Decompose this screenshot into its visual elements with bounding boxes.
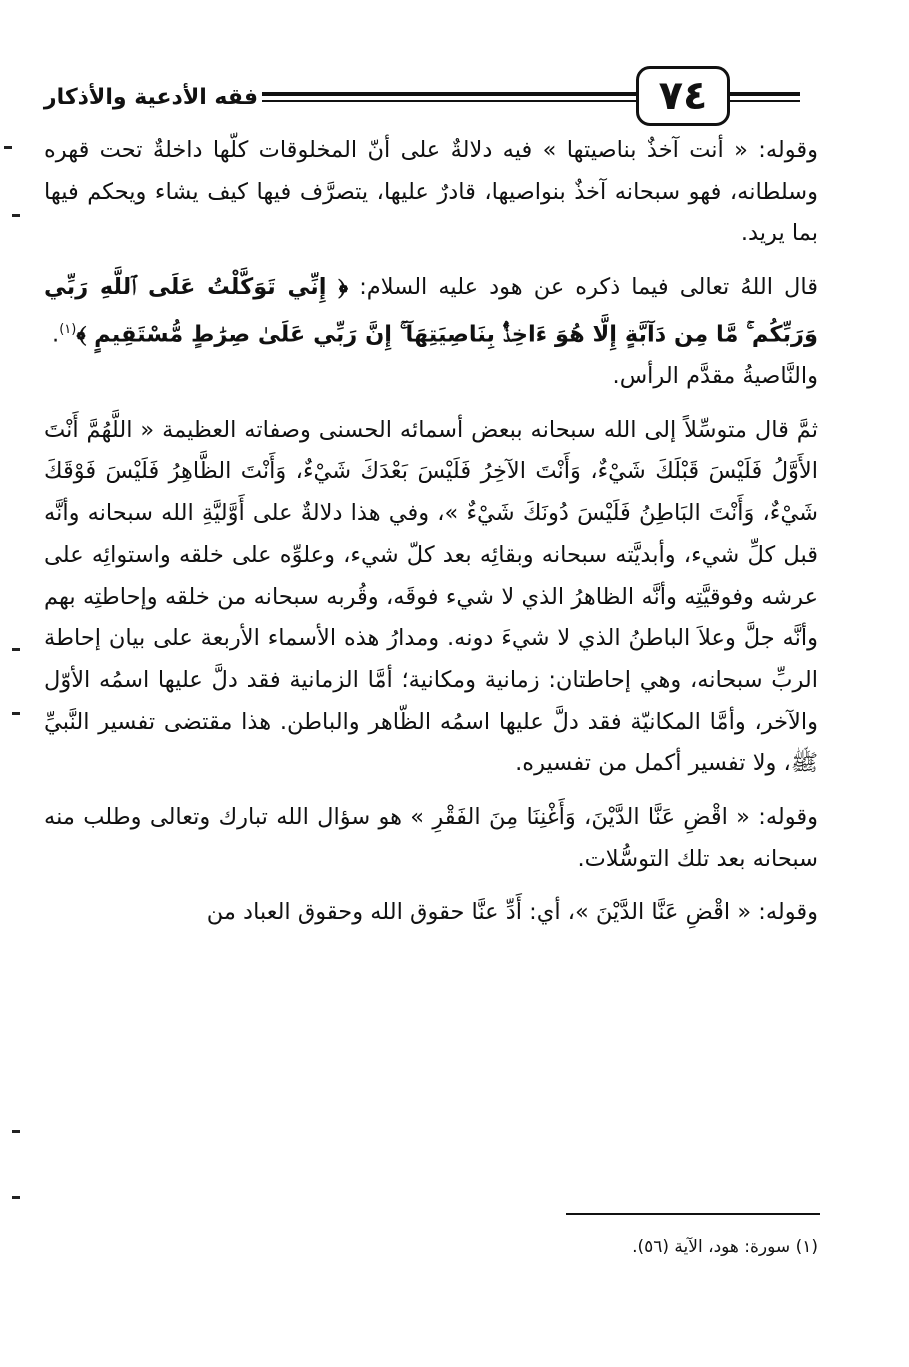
footnote-divider	[566, 1213, 820, 1215]
margin-mark	[12, 712, 20, 715]
paragraph-4: وقوله: « اقْضِ عَنَّا الدَّيْنَ، وَأَغْنِنَا مِنَ الفَقْرِ » هو سؤال الله تبارك وتعالى وطلب منه سبحانه بعد تلك التوسُّلات.	[44, 804, 818, 872]
paragraph-5: وقوله: « اقْضِ عَنَّا الدَّيْنَ »، أي: أَدِّ عنَّا حقوق الله وحقوق العباد من	[206, 899, 818, 926]
page-header	[0, 0, 909, 130]
main-text	[44, 130, 818, 934]
footnote-marker: (١)	[59, 321, 77, 337]
running-title: فقه الأدعية والأذكار	[43, 85, 258, 110]
quran-verse: ﴿ إِنِّي تَوَكَّلْتُ عَلَى ٱللَّهِ رَبِّي وَرَبِّكُم ۚ مَّا مِن دَآبَّةٍ إِلَّا هُوَ ءَاخِذٌۢ بِنَاصِيَتِهَآ ۚ إِنَّ رَبِّي عَلَىٰ صِرَٰطٍ مُّسْتَقِيمٍ ﴾	[44, 274, 818, 348]
footnote: (١) سورة: هود، الآية (٥٦).	[632, 1237, 818, 1257]
verse-end: .	[52, 321, 60, 348]
margin-mark	[12, 1130, 20, 1133]
margin-mark	[12, 214, 20, 217]
page-number: ٧٤	[636, 66, 730, 126]
header-rule-right	[730, 92, 800, 102]
margin-mark	[12, 648, 20, 651]
margin-mark	[12, 1196, 20, 1199]
paragraph-3: ثمَّ قال متوسِّلاً إلى الله سبحانه ببعض أسمائه الحسنى وصفاته العظيمة « اللَّهُمَّ أَنْتَ الأَوَّلُ فَلَيْسَ قَبْلَكَ شَيْءٌ، وَأَنْتَ الآخِرُ فَلَيْسَ بَعْدَكَ شَيْءٌ، وَأَنْتَ الظَّاهِرُ فَلَيْسَ فَوْقَكَ شَيْءٌ، وَأَنْتَ البَاطِنُ فَلَيْسَ دُونَكَ شَيْءٌ »، وفي هذا دلالةٌ على أَوَّليَّةِ الله سبحانه وأنَّه قبل كلِّ شيء، وأبديَّته سبحانه وبقائِه بعد كلّ شيء، وعلوِّه على خلقه واستوائِه على عرشه وفوقيَّتِه وأنَّه الظاهرُ الذي لا شيء فوقَه، وقُربه سبحانه من خلقه وإحاطتِه بهم وأنَّه جلَّ وعلاَ الباطنُ الذي لا شيءَ دونه. ومدارُ هذه الأسماء الأربعة على بيان إحاطة الربِّ سبحانه، وهي إحاطتان: زمانية ومكانية؛ أمَّا الزمانية فقد دلَّ عليها اسمُه الأوّل والآخر، وأمَّا المكانيّة فقد دلَّ عليها اسمُه الظّاهر والباطن. هذا مقتضى تفسير النَّبيِّ ﷺ، ولا تفسير أكمل من تفسيره.	[44, 416, 818, 777]
header-rule-left	[262, 92, 636, 102]
margin-mark	[4, 146, 12, 149]
paragraph-1: وقوله: « أنت آخذٌ بناصيتها » فيه دلالةٌ على أنّ المخلوقات كلّها داخلةٌ تحت قهره وسلطانه، فهو سبحانه آخذٌ بنواصيها، قادرٌ عليها، يتصرَّف فيها كيف يشاء ويحكم فيها بما يريد.	[44, 137, 818, 247]
paragraph-2: والنَّاصيةُ مقدَّم الرأس.	[612, 363, 818, 390]
verse-paragraph	[44, 267, 818, 356]
verse-intro: قال اللهُ تعالى فيما ذكره عن هود عليه السلام:	[359, 274, 819, 301]
